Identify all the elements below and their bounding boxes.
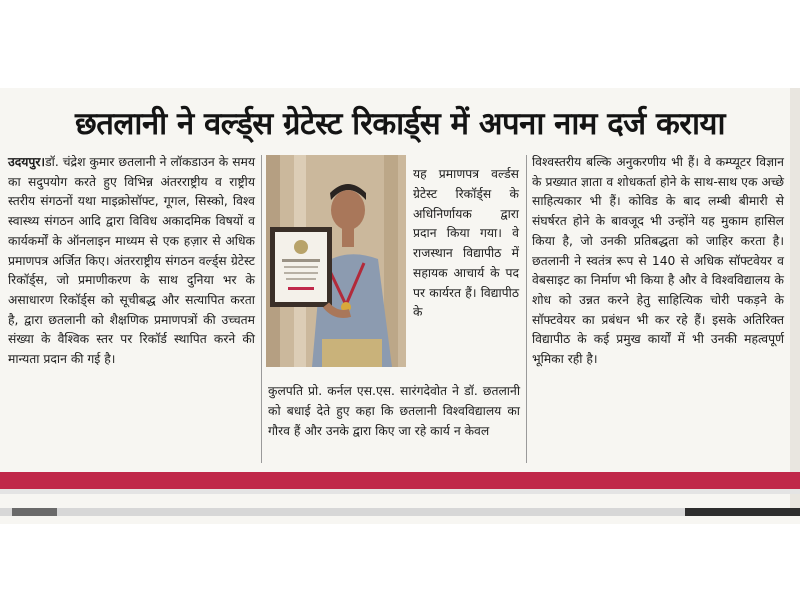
column-2-side-text: यह प्रमाणपत्र वर्ल्डस ग्रेटेस्ट रिकॉर्ड्स के अधिनिर्णायक द्वारा प्रदान किया गया। वे राजस्थान विद्यापीठ में सहायक आचार्य के पद पर कार्यरत हैं। विद्यापीठ के bbox=[413, 167, 519, 320]
column-divider bbox=[526, 155, 527, 463]
grey-rule-band bbox=[0, 489, 800, 494]
column-1-text: डॉ. चंद्रेश कुमार छतलानी ने लॉकडाउन के समय का सदुपयोग करते हुए विभिन्न अंतरराष्ट्रीय व राष्ट्रीय स्तरीय संगठनों यथा माइक्रोसॉफ्ट, गूगल, सिस्को, विश्व स्वास्थ्य संगठन आदि द्वारा विविध अकादमिक विषयों व कार्यकर्मों के ऑनलाइन माध्यम से एक हज़ार से अधिक प्रमाणपत्र अर्जित किए। अंतरराष्ट्रीय संगठन वर्ल्ड्स ग्रेटेस्ट रिकॉर्ड्स, जो प्रमाणीकरण के साथ दुनिया भर के असाधारण रिकॉर्ड्स को सूचीबद्ध और सत्यापित करता है, द्वारा छतलानी को शैक्षणिक प्रमाणपत्रों की उच्चतम संख्या के वैश्विक स्तर पर रिकॉर्ड स्थापित करने की मान्यता प्रदान की गई है। bbox=[8, 155, 255, 367]
article-column-1 bbox=[8, 153, 255, 370]
article-column-2-side bbox=[413, 153, 519, 335]
news-photo bbox=[266, 155, 406, 367]
dateline: उदयपुर। bbox=[8, 155, 46, 169]
bottom-strip-dark-right bbox=[685, 508, 800, 516]
bottom-strip bbox=[0, 508, 800, 516]
red-rule-band bbox=[0, 472, 800, 489]
bottom-strip-dark-left bbox=[12, 508, 57, 516]
article-column-2-bottom bbox=[268, 370, 520, 454]
column-2-bottom-text: कुलपति प्रो. कर्नल एस.एस. सारंगदेवोत ने डॉ. छतलानी को बधाई देते हुए कहा कि छतलानी विश्वविद्यालय का गौरव हैं और उनके द्वारा किए जा रहे कार्य न केवल bbox=[268, 384, 520, 438]
article-column-3 bbox=[532, 153, 784, 370]
column-divider bbox=[261, 155, 262, 463]
column-3-text: विश्वस्तरीय बल्कि अनुकरणीय भी हैं। वे कम्प्यूटर विज्ञान के प्रख्यात ज्ञाता व शोधकर्ता होने के साथ-साथ एक अच्छे साहित्यकार भी हैं। कोविड के बाद लम्बी बीमारी से संघर्षरत होने के बावजूद भी उन्होंने यह मुकाम हासिल किया है, जो उनकी प्रतिबद्धता को जाहिर करता है। छतलानी ने स्वतंत्र रूप से 140 से अधिक सॉफ्टवेयर व वेबसाइट का निर्माण भी किया है और वे विश्वविद्यालय के शोध को उन्नत करने हेतु साहित्यिक चोरी पकड़ने के सॉफ्टवेयर का प्रबंधन भी कर रहे हैं। इसके अतिरिक्त विद्यापीठ के कई प्रमुख कार्यों में भी उनकी महत्वपूर्ण भूमिका रही है। bbox=[532, 155, 784, 367]
column-1-paragraph bbox=[8, 153, 255, 370]
headline: छतलानी ने वर्ल्ड्स ग्रेटेस्ट रिकार्ड्स में अपना नाम दर्ज कराया bbox=[75, 106, 725, 142]
page-edge bbox=[790, 88, 800, 508]
photo-illustration bbox=[266, 155, 406, 367]
